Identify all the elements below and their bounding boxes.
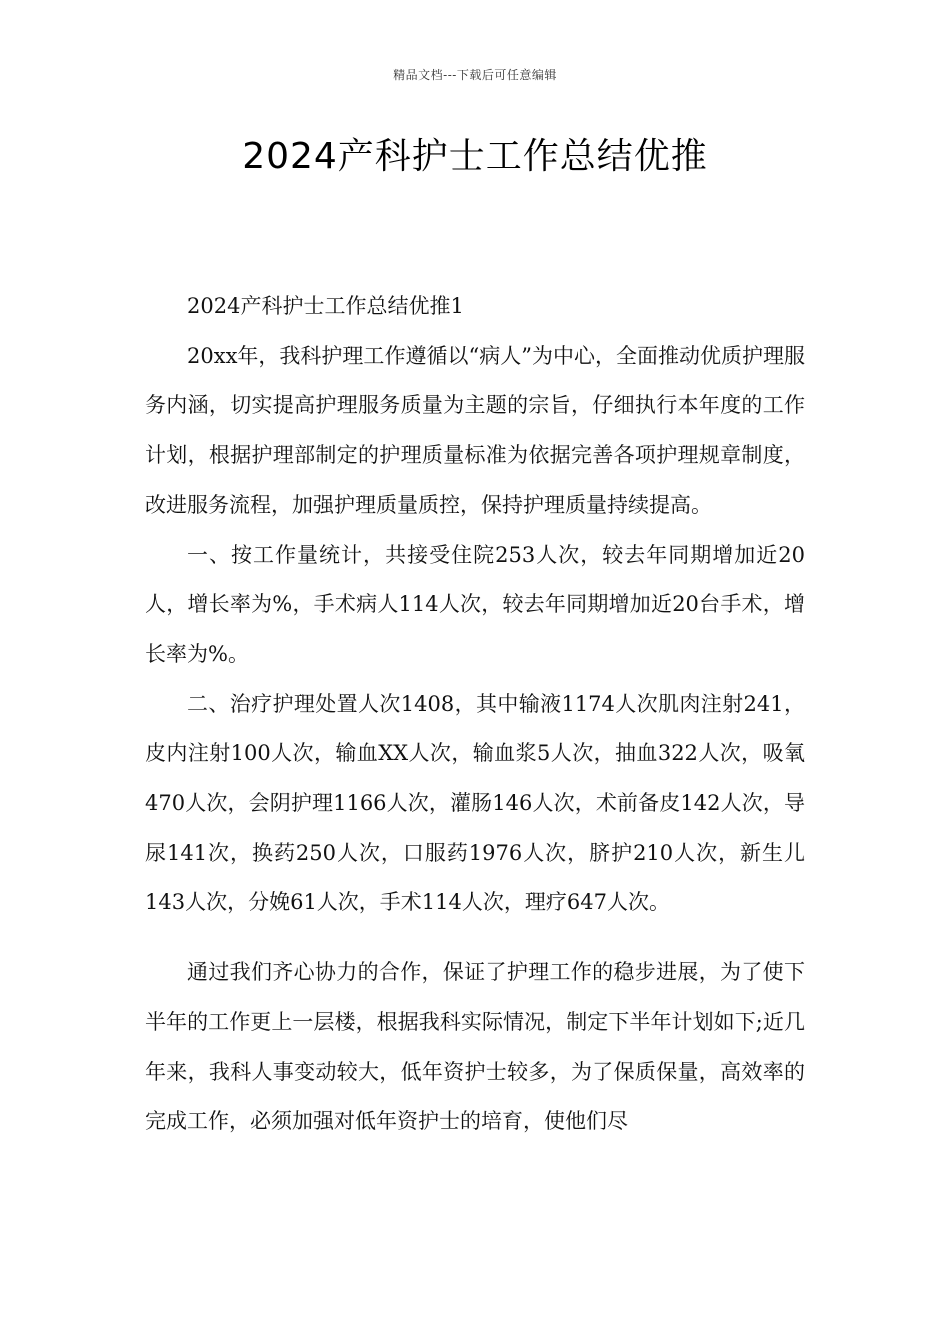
paragraph-plan: 通过我们齐心协力的合作，保证了护理工作的稳步进展，为了使下半年的工作更上一层楼，根据我科实际情况，制定下半年计划如下;近几年来，我科人事变动较大，低年资护士较多，为了保质保量，高效率的完成工作，必须加强对低年资护士的培育，使他们尽 (145, 960, 805, 1134)
document-title: 2024产科护士工作总结优推 (242, 136, 708, 177)
section-subtitle: 2024产科护士工作总结优推1 (187, 294, 464, 318)
paragraph-intro: 20xx年，我科护理工作遵循以“病人”为中心，全面推动优质护理服务内涵，切实提高护理服务质量为主题的宗旨，仔细执行本年度的工作计划，根据护理部制定的护理质量标准为依据完善各项护理规章制度，改进服务流程，加强护理质量质控，保持护理质量持续提高。 (145, 343, 805, 517)
document-body (145, 282, 805, 1147)
paragraph-workload: 一、按工作量统计，共接受住院253人次，较去年同期增加近20人，增长率为%，手术病人114人次，较去年同期增加近20台手术，增长率为%。 (145, 542, 805, 666)
header-note: 精品文档---下载后可任意编辑 (393, 68, 557, 82)
paragraph-treatment: 二、治疗护理处置人次1408，其中输液1174人次肌肉注射241，皮内注射100人次，输血XX人次，输血浆5人次，抽血322人次，吸氧470人次，会阴护理1166人次，灌肠146人次，术前备皮142人次，导尿141次，换药250人次，口服药1976人次，脐护210人次，新生儿143人次，分娩61人次，手术114人次，理疗647人次。 (145, 691, 805, 915)
